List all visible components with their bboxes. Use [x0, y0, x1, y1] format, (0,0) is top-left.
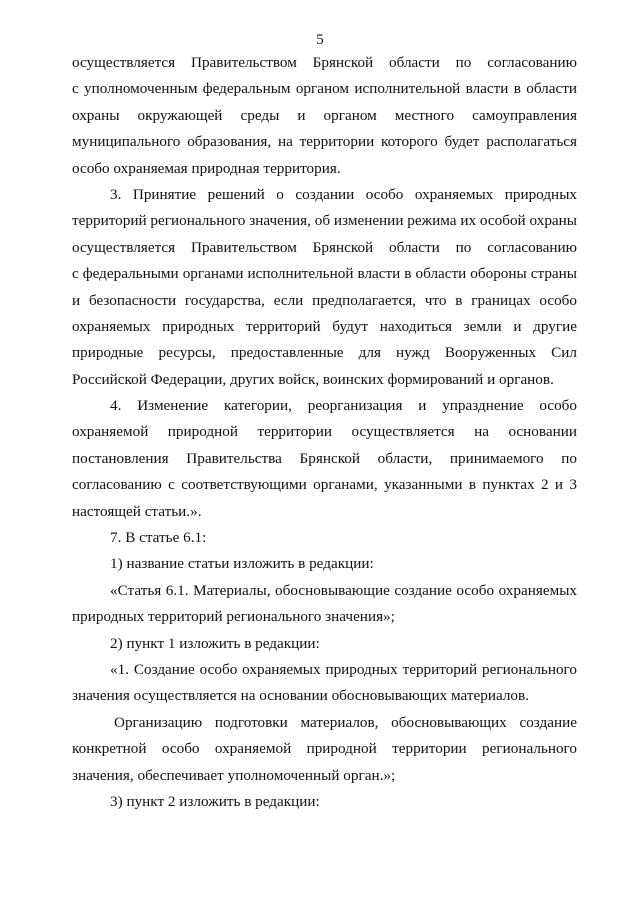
text-line: территорий регионального значения, об изменении режима их особой охраны: [72, 212, 577, 230]
text-line: «Статья 6.1. Материалы, обосновывающие создание особо охраняемых: [110, 581, 577, 599]
text-line: 3. Принятие решений о создании особо охраняемых природных: [110, 185, 577, 203]
text-line: согласованию с соответствующими органами, указанными в пунктах 2 и 3: [72, 476, 577, 494]
text-line: охраняемых природных территорий будут находиться земли и другие: [72, 317, 577, 335]
text-line: Российской Федерации, других войск, воинских формирований и органов.: [72, 370, 554, 388]
paragraph: [72, 551, 577, 577]
text-line: природных территорий регионального значения»;: [72, 608, 395, 626]
text-line: муниципального образования, на территории которого будет располагаться: [72, 133, 577, 151]
paragraph: [72, 657, 577, 710]
paragraph: [72, 789, 577, 815]
text-line: и безопасности государства, если предполагается, что в границах особо: [72, 291, 577, 309]
text-line: 1) название статьи изложить в редакции:: [110, 555, 374, 573]
paragraph: [72, 393, 577, 525]
text-line: конкретной особо охраняемой природной территории регионального: [72, 740, 577, 758]
text-line: настоящей статьи.».: [72, 502, 202, 520]
text-line: осуществляется Правительством Брянской области по согласованию: [72, 54, 577, 71]
text-line: особо охраняемая природная территория.: [72, 159, 341, 177]
text-line: природные ресурсы, предоставленные для нужд Вооруженных Сил: [72, 344, 577, 362]
text-line: охраны окружающей среды и органом местного самоуправления: [72, 106, 577, 124]
text-line: с уполномоченным федеральным органом исполнительной власти в области: [72, 80, 577, 98]
page-number: 5: [316, 32, 324, 48]
text-line: значения, обеспечивает уполномоченный орган.»;: [72, 766, 396, 784]
paragraph: [72, 525, 577, 551]
text-line: охраняемой природной территории осуществляется на основании: [72, 423, 577, 441]
text-line: значения осуществляется на основании обосновывающих материалов.: [72, 687, 529, 705]
paragraph: [72, 631, 577, 657]
text-line: «1. Создание особо охраняемых природных территорий регионального: [110, 660, 577, 678]
text-line: Организацию подготовки материалов, обосновывающих создание: [114, 713, 577, 731]
text-line: постановления Правительства Брянской области, принимаемого по: [72, 449, 577, 467]
text-line: осуществляется Правительством Брянской области по согласованию: [72, 238, 577, 256]
document-body: [72, 50, 577, 815]
text-line: 2) пункт 1 изложить в редакции:: [110, 634, 320, 652]
paragraph: [72, 710, 577, 789]
paragraph: [72, 50, 577, 182]
text-line: 7. В статье 6.1:: [110, 529, 207, 547]
text-line: 4. Изменение категории, реорганизация и упразднение особо: [110, 397, 577, 415]
text-line: с федеральными органами исполнительной власти в области обороны страны: [72, 265, 577, 283]
paragraph: [72, 182, 577, 393]
text-line: 3) пункт 2 изложить в редакции:: [110, 792, 320, 810]
paragraph: [72, 578, 577, 631]
